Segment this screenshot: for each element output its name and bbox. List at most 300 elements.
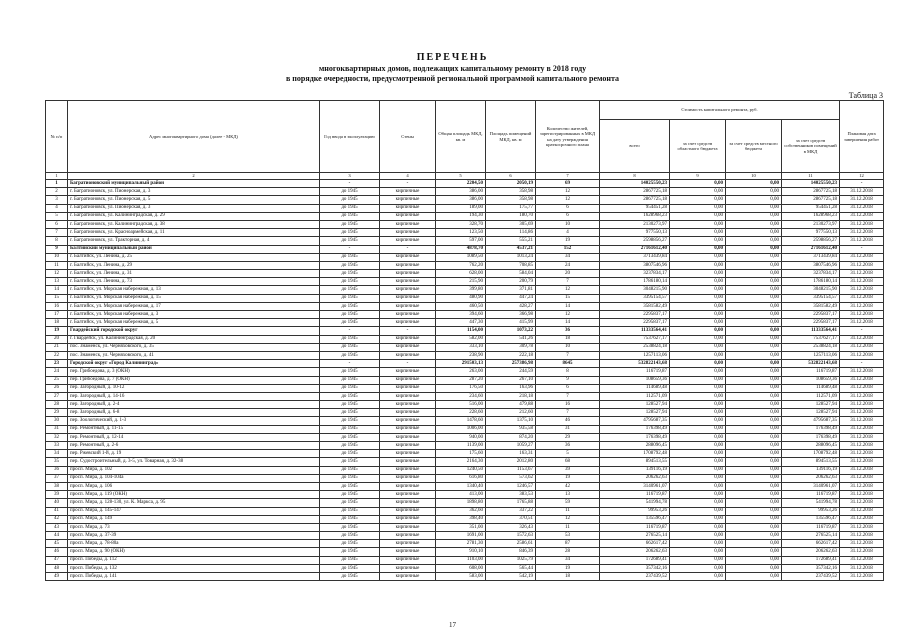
column-index-cell: 2	[68, 173, 320, 180]
cost-total-cell: 116719,87	[600, 368, 670, 376]
walls-cell: кирпичные	[380, 540, 436, 548]
total-area-cell: 940,00	[436, 433, 486, 441]
total-area-cell: 1103,00	[436, 556, 486, 564]
walls-cell: кирпичные	[380, 401, 436, 409]
cost-total-cell: 176398,49	[600, 425, 670, 433]
table-row	[46, 376, 884, 384]
cost-local-cell: 0,00	[726, 433, 782, 441]
cost-regional-cell: 0,00	[670, 196, 726, 204]
premises-area-cell: 1025,79	[486, 556, 536, 564]
table-row	[46, 335, 884, 343]
cost-local-cell: 0,00	[726, 368, 782, 376]
row-number-cell: 20	[46, 335, 68, 343]
row-number-cell: 1	[46, 180, 68, 188]
total-area-cell: 2164,30	[436, 458, 486, 466]
premises-area-cell: 2586,61	[486, 540, 536, 548]
cost-owners-cell: 116719,87	[782, 523, 840, 531]
total-area-cell: 616,80	[436, 474, 486, 482]
cost-total-cell: 7537627,17	[600, 335, 670, 343]
year-cell: до 1945	[320, 311, 380, 319]
premises-area-cell: 846,39	[486, 548, 536, 556]
cost-total-cell: 2867725,18	[600, 196, 670, 204]
cost-local-cell: 0,00	[726, 564, 782, 572]
residents-cell: 8645	[536, 360, 600, 368]
premises-area-cell: 874,20	[486, 433, 536, 441]
cost-total-cell: 1628968,23	[600, 212, 670, 220]
residents-cell: 5	[536, 450, 600, 458]
cost-total-cell: 2598856,27	[600, 237, 670, 245]
table-row	[46, 450, 884, 458]
residents-cell: 34	[536, 556, 600, 564]
year-cell: до 1945	[320, 556, 380, 564]
cost-local-cell: 0,00	[726, 442, 782, 450]
total-area-cell: 398,40	[436, 515, 486, 523]
cost-total-cell: 2538824,18	[600, 343, 670, 351]
residents-cell: 19	[536, 237, 600, 245]
end-date-cell: 31.12.2018	[840, 540, 884, 548]
cost-total-cell: 954451,28	[600, 204, 670, 212]
row-number-cell: 3	[46, 196, 68, 204]
cost-local-cell: 0,00	[726, 245, 782, 253]
end-date-cell: 31.12.2018	[840, 573, 884, 581]
row-number-cell: 26	[46, 384, 68, 392]
address-cell: пер. Ремонтный, д. 12-14	[68, 433, 320, 441]
cost-owners-cell: 954451,28	[782, 204, 840, 212]
cost-regional-cell: 0,00	[670, 294, 726, 302]
address-cell: Гвардейский городской округ	[68, 327, 320, 335]
column-index-cell: 7	[536, 173, 600, 180]
premises-area-cell: 479,88	[486, 401, 536, 409]
cost-local-cell: 0,00	[726, 237, 782, 245]
address-cell: просп. Победы, д. 132	[68, 564, 320, 572]
row-number-cell: 28	[46, 401, 68, 409]
residents-cell: 9	[536, 376, 600, 384]
cost-total-cell: 14025550,23	[600, 180, 670, 188]
row-number-cell: 9	[46, 245, 68, 253]
residents-cell: 7	[536, 351, 600, 359]
row-number-cell: 17	[46, 311, 68, 319]
column-index-cell: 3	[320, 173, 380, 180]
cost-regional-cell: 0,00	[670, 573, 726, 581]
address-cell: г. Балтийск, ул. Ленина, д. 29	[68, 261, 320, 269]
cost-owners-cell: 27161612,40	[782, 245, 840, 253]
column-index-cell: 6	[486, 173, 536, 180]
residents-cell: 36	[536, 442, 600, 450]
year-cell: до 1945	[320, 491, 380, 499]
address-cell: просп. Мира, д. 145-147	[68, 507, 320, 515]
total-area-cell: 4878,70	[436, 245, 486, 253]
year-cell: до 1945	[320, 204, 380, 212]
cost-regional-cell: 0,00	[670, 482, 726, 490]
premises-area-cell: 1246,57	[486, 482, 536, 490]
cost-owners-cell: 172689,41	[782, 556, 840, 564]
walls-cell: кирпичные	[380, 343, 436, 351]
cost-total-cell: 276525,14	[600, 532, 670, 540]
year-cell: до 1945	[320, 564, 380, 572]
cost-total-cell: 206262,63	[600, 474, 670, 482]
total-area-cell: 480,90	[436, 294, 486, 302]
end-date-cell: 31.12.2018	[840, 286, 884, 294]
table-row	[46, 474, 884, 482]
total-area-cell: 176,50	[436, 384, 486, 392]
cost-local-cell: 0,00	[726, 270, 782, 278]
walls-cell: кирпичные	[380, 458, 436, 466]
cost-local-cell: 0,00	[726, 335, 782, 343]
table-row	[46, 188, 884, 196]
year-cell: до 1945	[320, 392, 380, 400]
walls-cell: -	[380, 360, 436, 368]
total-area-cell: 123,50	[436, 229, 486, 237]
residents-cell: 34	[536, 253, 600, 261]
cost-total-cell: 176398,49	[600, 433, 670, 441]
residents-cell: 13	[536, 491, 600, 499]
cost-regional-cell: 0,00	[670, 376, 726, 384]
residents-cell: 11	[536, 523, 600, 531]
walls-cell: кирпичные	[380, 368, 436, 376]
year-cell: до 1945	[320, 253, 380, 261]
table-row	[46, 311, 884, 319]
total-area-cell: 762,20	[436, 261, 486, 269]
cost-regional-cell: 0,00	[670, 564, 726, 572]
cost-owners-cell: 14025550,23	[782, 180, 840, 188]
premises-area-cell: 541,26	[486, 335, 536, 343]
col-header-address: Адрес многоквартирного дома (далее - МКД)	[68, 101, 320, 173]
address-cell: пер. Грибоедова, д. 3 (ОКН)	[68, 368, 320, 376]
row-number-cell: 44	[46, 532, 68, 540]
cost-regional-cell: 0,00	[670, 466, 726, 474]
cost-total-cell: 2295837,17	[600, 311, 670, 319]
year-cell: до 1945	[320, 351, 380, 359]
cost-regional-cell: 0,00	[670, 360, 726, 368]
residents-cell: 29	[536, 433, 600, 441]
cost-owners-cell: 135596,47	[782, 515, 840, 523]
cost-total-cell: 1708792,48	[600, 450, 670, 458]
premises-area-cell: 305,69	[486, 220, 536, 228]
cost-regional-cell: 0,00	[670, 523, 726, 531]
cost-owners-cell: 139116,19	[782, 466, 840, 474]
cost-total-cell: 237439,52	[600, 573, 670, 581]
year-cell: до 1945	[320, 409, 380, 417]
year-cell: до 1945	[320, 466, 380, 474]
year-cell: -	[320, 360, 380, 368]
total-area-cell: 328,70	[436, 220, 486, 228]
total-area-cell: 394,60	[436, 311, 486, 319]
residents-cell: 6	[536, 204, 600, 212]
end-date-cell: 31.12.2018	[840, 548, 884, 556]
residents-cell: 11	[536, 507, 600, 515]
premises-area-cell: 1765,88	[486, 499, 536, 507]
total-area-cell: 1691,00	[436, 532, 486, 540]
row-number-cell: 46	[46, 548, 68, 556]
total-area-cell: 447,30	[436, 319, 486, 327]
row-number-cell: 47	[46, 556, 68, 564]
end-date-cell: 31.12.2018	[840, 401, 884, 409]
address-cell: просп. Мира, д. 128-130, ул. К. Маркса, д. 95	[68, 499, 320, 507]
cost-total-cell: 128527,94	[600, 401, 670, 409]
end-date-cell: 31.12.2018	[840, 311, 884, 319]
address-cell: г. Багратионовск, ул. Калининградская, д. 38	[68, 220, 320, 228]
premises-area-cell: 257386,98	[486, 360, 536, 368]
cost-local-cell: 0,00	[726, 180, 782, 188]
premises-area-cell: 555,21	[486, 237, 536, 245]
cost-regional-cell: 0,00	[670, 188, 726, 196]
residents-cell: 87	[536, 540, 600, 548]
cost-local-cell: 0,00	[726, 573, 782, 581]
table-row	[46, 507, 884, 515]
walls-cell: кирпичные	[380, 474, 436, 482]
address-cell: Балтийский муниципальный район	[68, 245, 320, 253]
row-number-cell: 2	[46, 188, 68, 196]
total-area-cell: 460,50	[436, 302, 486, 310]
end-date-cell: 31.12.2018	[840, 237, 884, 245]
cost-total-cell: 116719,87	[600, 491, 670, 499]
walls-cell: кирпичные	[380, 286, 436, 294]
cost-regional-cell: 0,00	[670, 532, 726, 540]
end-date-cell: 31.12.2018	[840, 220, 884, 228]
premises-area-cell: 415,99	[486, 319, 536, 327]
address-cell: просп. Мира, д. 102	[68, 466, 320, 474]
cost-local-cell: 0,00	[726, 302, 782, 310]
cost-owners-cell: 2538824,18	[782, 343, 840, 351]
cost-regional-cell: 0,00	[670, 253, 726, 261]
row-number-cell: 4	[46, 204, 68, 212]
walls-cell: кирпичные	[380, 335, 436, 343]
residents-cell: 42	[536, 482, 600, 490]
cost-local-cell: 0,00	[726, 425, 782, 433]
residents-cell: 15	[536, 294, 600, 302]
end-date-cell: 31.12.2018	[840, 474, 884, 482]
residents-cell: 28	[536, 548, 600, 556]
cost-regional-cell: 0,00	[670, 458, 726, 466]
table-row	[46, 253, 884, 261]
cost-regional-cell: 0,00	[670, 237, 726, 245]
premises-area-cell: 383,53	[486, 491, 536, 499]
row-number-cell: 32	[46, 433, 68, 441]
total-area-cell: 1006,00	[436, 425, 486, 433]
cost-total-cell: 114689,48	[600, 384, 670, 392]
cost-owners-cell: 3048215,90	[782, 286, 840, 294]
row-number-cell: 27	[46, 392, 68, 400]
residents-cell: 6	[536, 384, 600, 392]
cost-regional-cell: 0,00	[670, 229, 726, 237]
residents-cell: 12	[536, 286, 600, 294]
cost-total-cell: 357342,16	[600, 564, 670, 572]
table-row	[46, 466, 884, 474]
table-row	[46, 433, 884, 441]
premises-area-cell: 542,19	[486, 573, 536, 581]
end-date-cell: 31.12.2018	[840, 392, 884, 400]
walls-cell: -	[380, 327, 436, 335]
residents-cell: 19	[536, 474, 600, 482]
cost-owners-cell: 176398,49	[782, 433, 840, 441]
total-area-cell: 291503,13	[436, 360, 486, 368]
end-date-cell: 31.12.2018	[840, 343, 884, 351]
row-number-cell: 29	[46, 409, 68, 417]
table-row	[46, 278, 884, 286]
end-date-cell: 31.12.2018	[840, 384, 884, 392]
row-number-cell: 37	[46, 474, 68, 482]
cost-owners-cell: 128527,94	[782, 401, 840, 409]
cost-local-cell: 0,00	[726, 376, 782, 384]
cost-regional-cell: 0,00	[670, 261, 726, 269]
year-cell: до 1945	[320, 548, 380, 556]
cost-regional-cell: 0,00	[670, 499, 726, 507]
cost-owners-cell: 3395154,57	[782, 294, 840, 302]
cost-regional-cell: 0,00	[670, 491, 726, 499]
premises-area-cell: 584,04	[486, 270, 536, 278]
cost-regional-cell: 0,00	[670, 368, 726, 376]
cost-total-cell: 541994,78	[600, 499, 670, 507]
row-number-cell: 36	[46, 466, 68, 474]
year-cell: до 1945	[320, 442, 380, 450]
residents-cell: 46	[536, 417, 600, 425]
premises-area-cell: 366,98	[486, 311, 536, 319]
year-cell: до 1945	[320, 540, 380, 548]
year-cell: до 1945	[320, 417, 380, 425]
total-area-cell: 215,90	[436, 278, 486, 286]
row-number-cell: 22	[46, 351, 68, 359]
residents-cell: 8	[536, 368, 600, 376]
total-area-cell: 234,60	[436, 392, 486, 400]
address-cell: просп. Победы, д. 141	[68, 573, 320, 581]
cost-total-cell: 27161612,40	[600, 245, 670, 253]
premises-area-cell: 428,27	[486, 302, 536, 310]
table-row	[46, 442, 884, 450]
cost-total-cell: 3713439,84	[600, 253, 670, 261]
cost-owners-cell: 2130273,97	[782, 220, 840, 228]
premises-area-cell: 565,44	[486, 564, 536, 572]
cost-total-cell: 128527,94	[600, 409, 670, 417]
cost-owners-cell: 3807546,96	[782, 261, 840, 269]
address-cell: пер. Загородный, д. 6-8	[68, 409, 320, 417]
total-area-cell: 628,00	[436, 270, 486, 278]
row-number-cell: 35	[46, 458, 68, 466]
cost-regional-cell: 0,00	[670, 515, 726, 523]
cost-owners-cell: 114689,48	[782, 384, 840, 392]
residents-cell: 6	[536, 212, 600, 220]
cost-local-cell: 0,00	[726, 188, 782, 196]
total-area-cell: 1240,50	[436, 466, 486, 474]
cost-regional-cell: 0,00	[670, 180, 726, 188]
cost-owners-cell: 99953,26	[782, 507, 840, 515]
residents-cell: 18	[536, 573, 600, 581]
residents-cell: 152	[536, 245, 600, 253]
cost-total-cell: 99953,26	[600, 507, 670, 515]
cost-total-cell: 116719,87	[600, 523, 670, 531]
address-cell: г. Балтийск, ул. Морская набережная, д. 15	[68, 294, 320, 302]
walls-cell: кирпичные	[380, 278, 436, 286]
end-date-cell: 31.12.2018	[840, 442, 884, 450]
end-date-cell: 31.12.2018	[840, 515, 884, 523]
cost-local-cell: 0,00	[726, 417, 782, 425]
table-row	[46, 204, 884, 212]
cost-local-cell: 0,00	[726, 319, 782, 327]
year-cell: до 1945	[320, 188, 380, 196]
cost-local-cell: 0,00	[726, 212, 782, 220]
year-cell: до 1945	[320, 482, 380, 490]
cost-owners-cell: 116719,87	[782, 368, 840, 376]
premises-area-cell: 212,60	[486, 409, 536, 417]
year-cell: до 1945	[320, 294, 380, 302]
table-row	[46, 196, 884, 204]
year-cell: до 1945	[320, 515, 380, 523]
table-row	[46, 229, 884, 237]
residents-cell: 59	[536, 499, 600, 507]
cost-regional-cell: 0,00	[670, 556, 726, 564]
cost-local-cell: 0,00	[726, 360, 782, 368]
column-index-cell: 12	[840, 173, 884, 180]
premises-area-cell: 267,10	[486, 376, 536, 384]
cost-owners-cell: 3140961,07	[782, 482, 840, 490]
end-date-cell: 31.12.2018	[840, 425, 884, 433]
cost-regional-cell: 0,00	[670, 311, 726, 319]
cost-local-cell: 0,00	[726, 540, 782, 548]
table-row	[46, 401, 884, 409]
address-cell: пер. Загородный, д. 2-4	[68, 401, 320, 409]
row-number-cell: 48	[46, 564, 68, 572]
address-cell: просп. Мира, д. 90 (ОКН)	[68, 548, 320, 556]
document-title-block	[0, 52, 905, 84]
end-date-cell: 31.12.2018	[840, 188, 884, 196]
walls-cell: кирпичные	[380, 499, 436, 507]
row-number-cell: 39	[46, 491, 68, 499]
cost-local-cell: 0,00	[726, 474, 782, 482]
address-cell: просп. Мира, д. 78-80а	[68, 540, 320, 548]
end-date-cell: 31.12.2018	[840, 302, 884, 310]
total-area-cell: 516,00	[436, 401, 486, 409]
cost-owners-cell: 7537627,17	[782, 335, 840, 343]
total-area-cell: 910,10	[436, 548, 486, 556]
cost-local-cell: 0,00	[726, 466, 782, 474]
address-cell: г. Багратионовск, ул. Пионерская, д. 3	[68, 188, 320, 196]
cost-local-cell: 0,00	[726, 392, 782, 400]
address-cell: просп. Мира, д. 119 (ОКН)	[68, 491, 320, 499]
address-cell: г. Гвардейск, ул. Калининградская, д. 20	[68, 335, 320, 343]
address-cell: г. Балтийск, ул. Морская набережная, д. 17	[68, 302, 320, 310]
row-number-cell: 12	[46, 270, 68, 278]
address-cell: г. Багратионовск, ул. Калининградская, д. 29	[68, 212, 320, 220]
column-index-cell: 5	[436, 173, 486, 180]
address-cell: г. Балтийск, ул. Ленина, д. 73	[68, 278, 320, 286]
cost-regional-cell: 0,00	[670, 442, 726, 450]
residents-cell: 7	[536, 409, 600, 417]
cost-regional-cell: 0,00	[670, 433, 726, 441]
cost-owners-cell: 237439,52	[782, 573, 840, 581]
end-date-cell: -	[840, 245, 884, 253]
end-date-cell: 31.12.2018	[840, 433, 884, 441]
table-row	[46, 261, 884, 269]
premises-area-cell: 358,98	[486, 196, 536, 204]
cost-owners-cell: 3237834,17	[782, 270, 840, 278]
total-area-cell: 582,00	[436, 335, 486, 343]
total-area-cell: 1154,00	[436, 327, 486, 335]
col-header-total-area: Общая площадь МКД, кв. м	[436, 101, 486, 173]
cost-regional-cell: 0,00	[670, 319, 726, 327]
premises-area-cell: 573,62	[486, 474, 536, 482]
table-row	[46, 491, 884, 499]
cost-regional-cell: 0,00	[670, 548, 726, 556]
col-header-year: Год ввода в эксплуатацию	[320, 101, 380, 173]
col-header-cost-group: Стоимость капитального ремонта, руб.	[600, 101, 840, 120]
residents-cell: 36	[536, 327, 600, 335]
cost-local-cell: 0,00	[726, 548, 782, 556]
end-date-cell: 31.12.2018	[840, 351, 884, 359]
cost-local-cell: 0,00	[726, 450, 782, 458]
cost-total-cell: 4795687,35	[600, 417, 670, 425]
end-date-cell: 31.12.2018	[840, 261, 884, 269]
residents-cell: 69	[536, 180, 600, 188]
cost-total-cell: 2867725,18	[600, 188, 670, 196]
